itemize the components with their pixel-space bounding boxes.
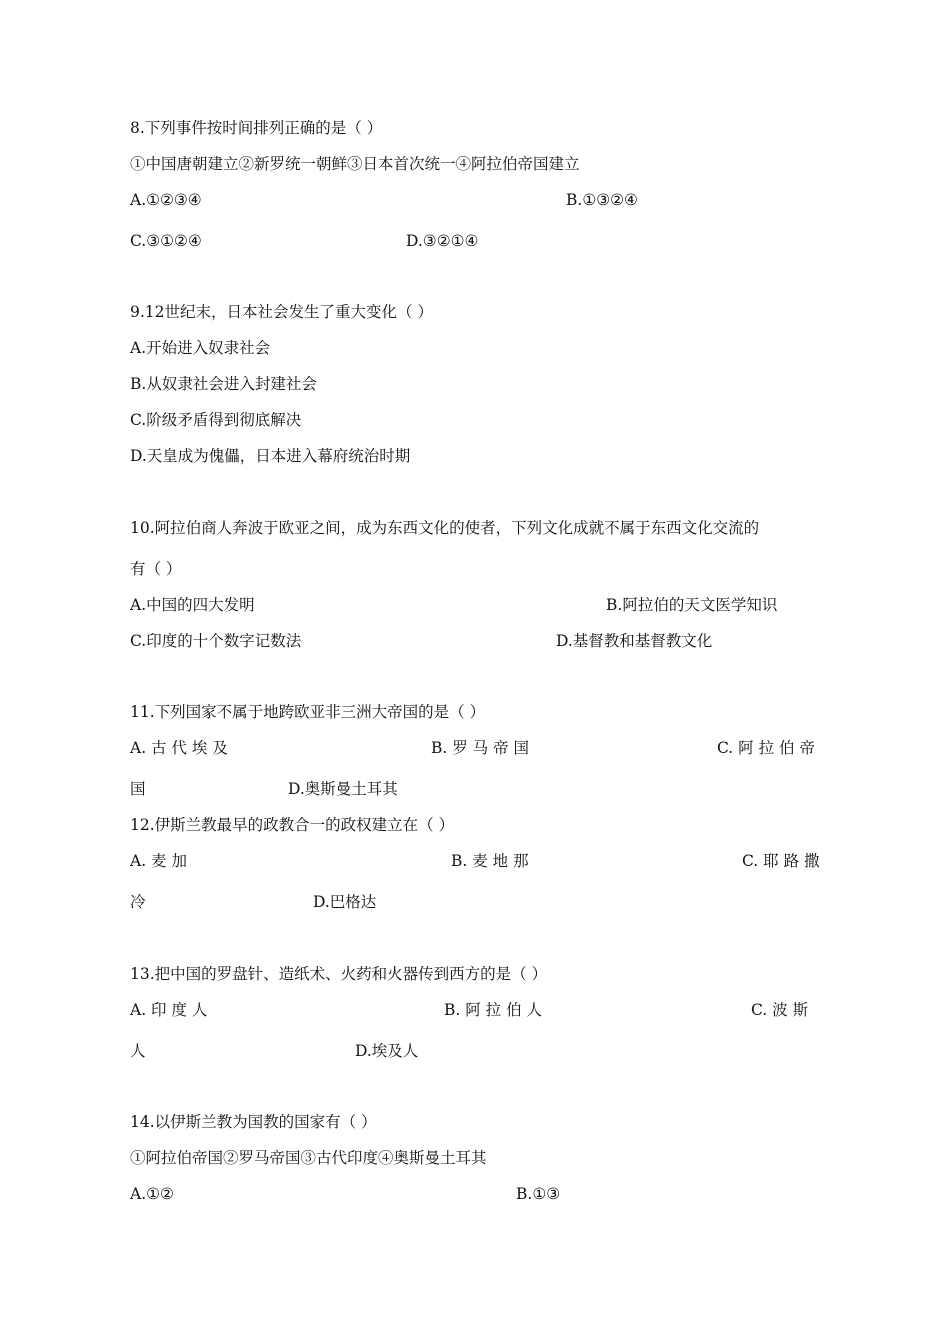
question-13-option-d: D.埃及人: [355, 1042, 419, 1060]
question-14-option-b: B.①③: [516, 1185, 561, 1203]
question-9-option-c: C.阶级矛盾得到彻底解决: [130, 411, 302, 429]
question-14-option-a: A.①②: [130, 1185, 174, 1203]
question-11-option-b: B. 罗 马 帝 国: [431, 739, 530, 757]
question-14-stem: 14.以伊斯兰教为国教的国家有（ ）: [130, 1113, 377, 1131]
question-10-option-b: B.阿拉伯的天文医学知识: [606, 596, 778, 614]
question-8-option-c: C.③①②④: [130, 232, 202, 250]
question-12-option-b: B. 麦 地 那: [451, 852, 529, 870]
question-12-option-c-wrap: 冷: [130, 893, 146, 911]
question-10-stem-continued: 有（ ）: [130, 560, 182, 578]
question-8-option-b: B.①③②④: [566, 191, 638, 209]
question-13-option-a: A. 印 度 人: [130, 1001, 208, 1019]
question-11-option-d: D.奥斯曼土耳其: [288, 780, 398, 798]
question-9-option-a: A.开始进入奴隶社会: [130, 339, 271, 357]
question-10-option-d: D.基督教和基督教文化: [556, 632, 713, 650]
question-13-option-c-wrap: 人: [130, 1042, 146, 1060]
question-11-stem: 11.下列国家不属于地跨欧亚非三洲大帝国的是（ ）: [130, 703, 486, 721]
question-11-option-a: A. 古 代 埃 及: [130, 739, 228, 757]
question-10-option-a: A.中国的四大发明: [130, 596, 255, 614]
question-8-events: ①中国唐朝建立②新罗统一朝鲜③日本首次统一④阿拉伯帝国建立: [130, 155, 580, 173]
question-14-countries: ①阿拉伯帝国②罗马帝国③古代印度④奥斯曼土耳其: [130, 1149, 487, 1167]
question-9-option-b: B.从奴隶社会进入封建社会: [130, 375, 317, 393]
question-8-stem: 8.下列事件按时间排列正确的是（ ）: [130, 119, 383, 137]
question-13-option-c: C. 波 斯: [751, 1001, 809, 1019]
question-9-option-d: D.天皇成为傀儡，日本进入幕府统治时期: [130, 447, 411, 465]
question-10-option-c: C.印度的十个数字记数法: [130, 632, 302, 650]
question-11-option-c-wrap: 国: [130, 780, 146, 798]
question-13-option-b: B. 阿 拉 伯 人: [444, 1001, 543, 1019]
question-12-option-d: D.巴格达: [313, 893, 377, 911]
question-9-stem: 9.12世纪末，日本社会发生了重大变化（ ）: [130, 303, 433, 321]
question-8-option-a: A.①②③④: [130, 191, 202, 209]
question-12-option-a: A. 麦 加: [130, 852, 187, 870]
question-8-option-d: D.③②①④: [406, 232, 479, 250]
question-12-option-c: C. 耶 路 撒: [742, 852, 820, 870]
question-13-stem: 13.把中国的罗盘针、造纸术、火药和火器传到西方的是（ ）: [130, 965, 548, 983]
question-11-option-c: C. 阿 拉 伯 帝: [717, 739, 815, 757]
question-10-stem: 10.阿拉伯商人奔波于欧亚之间，成为东西文化的使者，下列文化成就不属于东西文化交流的: [130, 519, 760, 537]
question-12-stem: 12.伊斯兰教最早的政教合一的政权建立在（ ）: [130, 816, 455, 834]
